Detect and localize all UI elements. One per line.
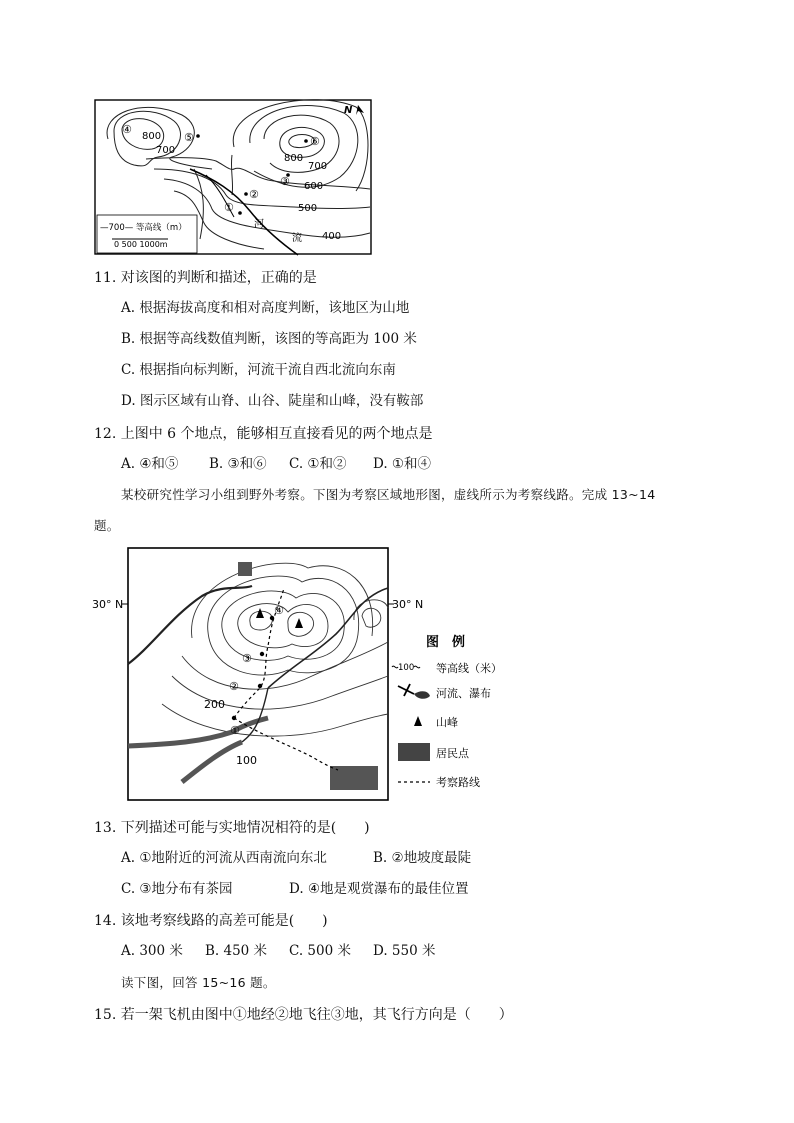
river-label: 河	[254, 219, 264, 230]
route-point-3: ③	[242, 652, 252, 665]
question-15-stem: 15. 若一架飞机由图中①地经②地飞往③地，其飞行方向是（ ）	[94, 1007, 513, 1023]
contour-label: 700	[308, 161, 328, 172]
question-13-option-c[interactable]: C. ③地分布有茶园	[121, 881, 233, 897]
question-14-option-b[interactable]: B. 450 米	[205, 943, 268, 959]
question-12-option-b[interactable]: B. ③和⑥	[209, 456, 267, 472]
contour-label: 600	[304, 181, 324, 192]
question-11-stem: 11. 对该图的判断和描述，正确的是	[94, 270, 317, 286]
north-label: N	[344, 105, 353, 116]
question-13-option-b[interactable]: B. ②地坡度最陡	[373, 850, 472, 866]
question-11-option-a[interactable]: A. 根据海拔高度和相对高度判断，该地区为山地	[121, 300, 410, 316]
contour-label: 700	[156, 145, 176, 156]
question-12-option-a[interactable]: A. ④和⑤	[121, 456, 179, 472]
point-label-3: ③	[280, 175, 290, 188]
legend-title: 图 例	[426, 635, 466, 650]
legend-peak-icon	[414, 716, 422, 726]
route-point-2: ②	[229, 680, 239, 693]
contour-label: 400	[322, 231, 342, 242]
legend-contour-sample: 100	[398, 663, 415, 673]
legend-item-route: 考察路线	[436, 776, 480, 789]
point-label-5: ⑤	[184, 131, 194, 144]
contour-label: 500	[298, 203, 318, 214]
question-14-option-a[interactable]: A. 300 米	[121, 943, 183, 959]
legend-item-contour: 等高线（米）	[436, 662, 502, 675]
latitude-left: 30° N	[92, 598, 124, 611]
question-12-option-c[interactable]: C. ①和②	[289, 456, 347, 472]
intro-13-14-line2: 题。	[94, 518, 120, 533]
intro-13-14-line1: 某校研究性学习小组到野外考察。下图为考察区域地形图，虚线所示为考察线路。完成 13~14	[121, 487, 656, 502]
contour-map-2	[92, 546, 512, 804]
point-label-6: ⑥	[310, 135, 320, 148]
river-label: 流	[292, 233, 302, 244]
question-13-option-d[interactable]: D. ④地是观赏瀑布的最佳位置	[289, 881, 469, 897]
legend-item-settlement: 居民点	[436, 747, 469, 760]
route-point-4: ④	[274, 604, 284, 617]
question-12-stem: 12. 上图中 6 个地点，能够相互直接看见的两个地点是	[94, 426, 433, 442]
question-14-option-c[interactable]: C. 500 米	[289, 943, 351, 959]
question-11-option-b[interactable]: B. 根据等高线数值判断，该图的等高距为 100 米	[121, 331, 417, 347]
contour-label: 800	[142, 131, 162, 142]
contour-label: 800	[284, 153, 304, 164]
question-11-option-c[interactable]: C. 根据指向标判断，河流干流自西北流向东南	[121, 362, 396, 378]
question-12-option-d[interactable]: D. ①和④	[373, 456, 432, 472]
contour-label-200: 200	[204, 698, 225, 711]
question-14-option-d[interactable]: D. 550 米	[373, 943, 436, 959]
contour-map-1	[94, 99, 374, 257]
legend-item-river: 河流、瀑布	[436, 687, 491, 700]
contour-label-100: 100	[236, 754, 257, 767]
question-14-stem: 14. 该地考察线路的高差可能是( )	[94, 913, 328, 929]
legend-item-peak: 山峰	[436, 716, 458, 729]
legend-contour: —700— 等高线（m）	[100, 223, 187, 233]
question-11-option-d[interactable]: D. 图示区域有山脊、山谷、陡崖和山峰，没有鞍部	[121, 393, 424, 409]
scale-label: 0 500 1000m	[114, 240, 168, 249]
question-13-stem: 13. 下列描述可能与实地情况相符的是( )	[94, 820, 370, 836]
latitude-right: 30° N	[392, 598, 424, 611]
point-label-2: ②	[249, 188, 259, 201]
question-13-option-a[interactable]: A. ①地附近的河流从西南流向东北	[121, 850, 327, 866]
point-label-1: ①	[224, 201, 234, 214]
point-label-4: ④	[122, 123, 132, 136]
intro-15-16: 读下图，回答 15~16 题。	[121, 975, 276, 990]
route-point-1: ①	[230, 724, 240, 737]
